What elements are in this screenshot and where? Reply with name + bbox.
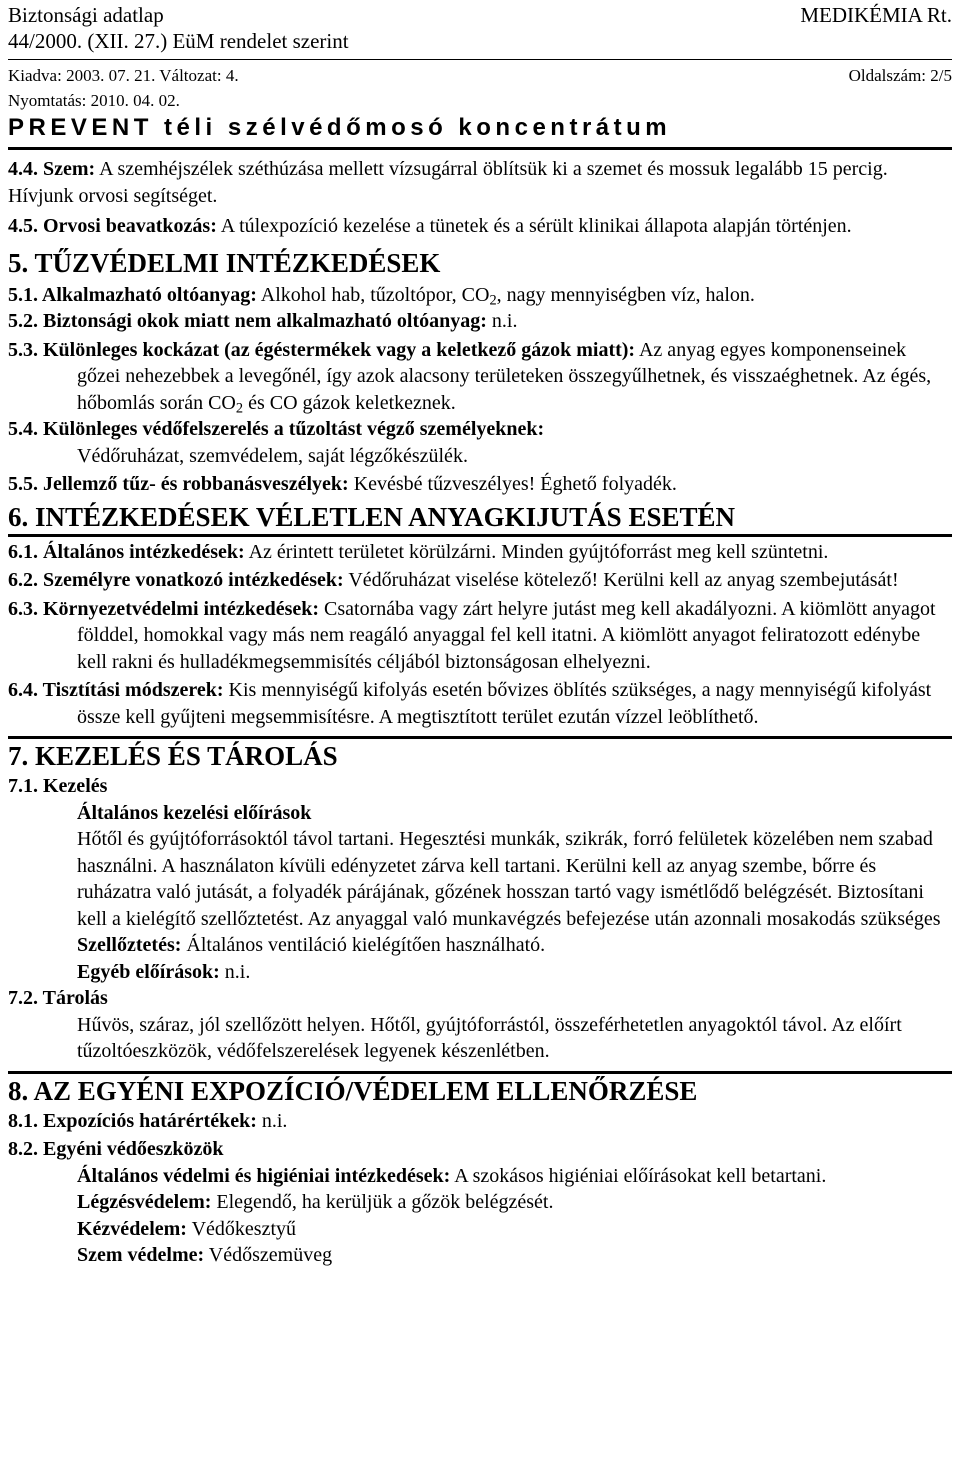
label-7-2: 7.2. Tárolás <box>8 987 108 1009</box>
section-7-title: 7. KEZELÉS ÉS TÁROLÁS <box>8 741 338 771</box>
text-5-4: Védőruházat, szemvédelem, saját légzőkészülék. <box>77 444 468 467</box>
general-measures-line <box>77 1163 952 1190</box>
header-page-number: Oldalszám: 2/5 <box>848 66 952 85</box>
label-5-5: 5.5. Jellemző tűz- és robbanásveszélyek: <box>8 473 349 495</box>
document-page <box>8 0 952 1269</box>
ventilation-text: Általános ventiláció kielégítően használható. <box>181 934 546 956</box>
paragraph-5-4 <box>8 416 952 469</box>
label-6-2: 6.2. Személyre vonatkozó intézkedések: <box>8 569 344 591</box>
section-8-title: 8. AZ EGYÉNI EXPOZÍCIÓ/VÉDELEM ELLENŐRZÉSE <box>8 1075 698 1106</box>
eye-protection-text: Védőszemüveg <box>204 1244 333 1266</box>
text-4-5: A túlexpozíció kezelése a tünetek és a sérült klinikai állapota alapján történjen. <box>216 215 852 237</box>
label-7-1: 7.1. Kezelés <box>8 775 108 797</box>
other-rules-text: n.i. <box>219 960 251 983</box>
label-6-4: 6.4. Tisztítási módszerek: <box>8 679 224 701</box>
label-5-2: 5.2. Biztonsági okok miatt nem alkalmazható oltóanyag: <box>8 310 487 332</box>
handling-subtitle: Általános kezelési előírások <box>77 801 312 824</box>
text-5-1-subscript: 2 <box>489 292 497 309</box>
text-5-3a: Az anyag egyes komponenseinek gőzei nehezebbek a levegőnél, így azok alacsony területeken összegyűlhetnek, és visszaéghetnek. Az égés, hőbomlás során CO <box>77 338 932 414</box>
handling-text: Hőtől és gyújtóforrásoktól távol tartani. Hegesztési munkák, szikrák, forró felületek közelében nem szabad használni. A használaton kívüli edényzetet zárva kell tartani. Kerülni kell az anyag szembe, bőrre és ruházatra való jutását, a folyadék párájának, gőzének hosszan tartó vagy ismétlődő belégzését. Biztosítani kell a kielégítő szellőztetést. Az anyaggal való munkavégzés befejezése után azonnali mosakodás szükséges <box>77 828 941 930</box>
eye-protection-label: Szem védelme: <box>77 1244 205 1266</box>
ppe-block <box>8 1163 952 1269</box>
header-meta <box>8 60 952 111</box>
text-5-5: Kevésbé tűzveszélyes! Éghető folyadék. <box>348 473 677 495</box>
label-8-2: 8.2. Egyéni védőeszközök <box>8 1138 224 1160</box>
paragraph-8-1 <box>8 1108 952 1135</box>
text-5-2: n.i. <box>486 310 518 332</box>
respiratory-text: Elegendő, ha kerüljük a gőzök belégzését. <box>211 1191 554 1213</box>
hand-protection-label: Kézvédelem: <box>77 1217 187 1240</box>
section-6-title: 6. INTÉZKEDÉSEK VÉLETLEN ANYAGKIJUTÁS ESETÉN <box>8 500 952 537</box>
text-5-3-subscript: 2 <box>235 400 244 417</box>
paragraph-5-2 <box>8 308 952 335</box>
paragraph-6-3 <box>8 596 952 676</box>
header-left-title: Biztonsági adatlap <box>8 3 164 27</box>
other-rules-label: Egyéb előírások: <box>77 960 220 983</box>
hand-protection-text: Védőkesztyű <box>186 1217 297 1240</box>
paragraph-5-5 <box>8 471 952 498</box>
label-6-3: 6.3. Környezetvédelmi intézkedések: <box>8 597 320 620</box>
paragraph-4-5 <box>8 213 952 240</box>
text-4-4: A szemhéjszélek széthúzása mellett vízsugárral öblítsük ki a szemet és mossuk legalább 15 percig. Hívjunk orvosi segítséget. <box>8 158 888 207</box>
label-4-5: 4.5. Orvosi beavatkozás: <box>8 215 217 237</box>
paragraph-7-1 <box>8 773 952 985</box>
paragraph-7-2 <box>8 985 952 1065</box>
paragraph-6-4 <box>8 677 952 730</box>
header-printed: Nyomtatás: 2010. 04. 02. <box>8 91 180 110</box>
eye-protection-line <box>77 1242 952 1269</box>
other-rules-line <box>77 959 952 986</box>
respiratory-line <box>77 1189 952 1216</box>
ventilation-line <box>77 932 952 959</box>
paragraph-4-4 <box>8 156 952 209</box>
handling-block <box>8 800 952 986</box>
label-4-4: 4.4. Szem: <box>8 158 96 180</box>
text-5-1a: Alkohol hab, tűzoltópor, CO <box>256 283 490 306</box>
storage-text: Hűvös, száraz, jól szellőzött helyen. Hőtől, gyújtóforrástól, összeférhetetlen anyagoktól távol. Az előírt tűzoltóeszközök, védőfelszerelések legyenek készenlétben. <box>77 1013 902 1062</box>
header-regulation: 44/2000. (XII. 27.) EüM rendelet szerint <box>8 29 349 53</box>
paragraph-5-3 <box>8 337 952 417</box>
header-company: MEDIKÉMIA Rt. <box>800 3 952 27</box>
paragraph-5-1 <box>8 282 952 309</box>
text-6-3: Csatornába vagy zárt helyre jutást meg kell akadályozni. A kiömlött anyagot földdel, homokkal vagy más nem reagáló anyaggal fel kell itatni. A kiömlött anyagot feliratozott edénybe kell rakni és hulladékmegsemmisítés céljából biztonságosan elhelyezni. <box>77 597 936 673</box>
respiratory-label: Légzésvédelem: <box>77 1191 212 1213</box>
text-6-4: Kis mennyiségű kifolyás esetén bővizes öblítés szükséges, a nagy mennyiségű kifolyást össze kell gyűjteni megsemmisítésre. A megtisztított terület ezután vízzel leöblíthető. <box>77 679 932 728</box>
paragraph-8-2 <box>8 1136 952 1269</box>
label-8-1: 8.1. Expozíciós határértékek: <box>8 1109 257 1132</box>
paragraph-6-2 <box>8 567 952 594</box>
paragraph-6-1 <box>8 539 952 566</box>
general-measures-label: Általános védelmi és higiéniai intézkedések: <box>77 1164 451 1187</box>
text-6-1: Az érintett területet körülzárni. Minden gyújtóforrást meg kell szüntetni. <box>244 540 829 563</box>
section-5-title: 5. TŰZVÉDELMI INTÉZKEDÉSEK <box>8 247 441 278</box>
text-8-1: n.i. <box>256 1109 288 1132</box>
text-5-3b: és CO gázok keletkeznek. <box>243 391 456 414</box>
text-6-2: Védőruházat viselése kötelező! Kerülni kell az anyag szembejutását! <box>343 569 899 591</box>
ventilation-label: Szellőztetés: <box>77 934 182 956</box>
header-issued: Kiadva: 2003. 07. 21. Változat: 4. <box>8 66 239 85</box>
header-title-row <box>8 0 952 54</box>
hand-protection-line <box>77 1216 952 1243</box>
label-5-4: 5.4. Különleges védőfelszerelés a tűzoltást végző személyeknek: <box>8 418 545 440</box>
general-measures-text: A szokásos higiéniai előírásokat kell betartani. <box>450 1164 827 1187</box>
text-5-1b: , nagy mennyiségben víz, halon. <box>496 283 755 306</box>
product-name: PREVENT téli szélvédőmosó koncentrátum <box>8 114 672 141</box>
label-5-1: 5.1. Alkalmazható oltóanyag: <box>8 283 257 306</box>
label-6-1: 6.1. Általános intézkedések: <box>8 540 245 563</box>
label-5-3: 5.3. Különleges kockázat (az égéstermékek vagy a keletkező gázok miatt): <box>8 338 636 361</box>
